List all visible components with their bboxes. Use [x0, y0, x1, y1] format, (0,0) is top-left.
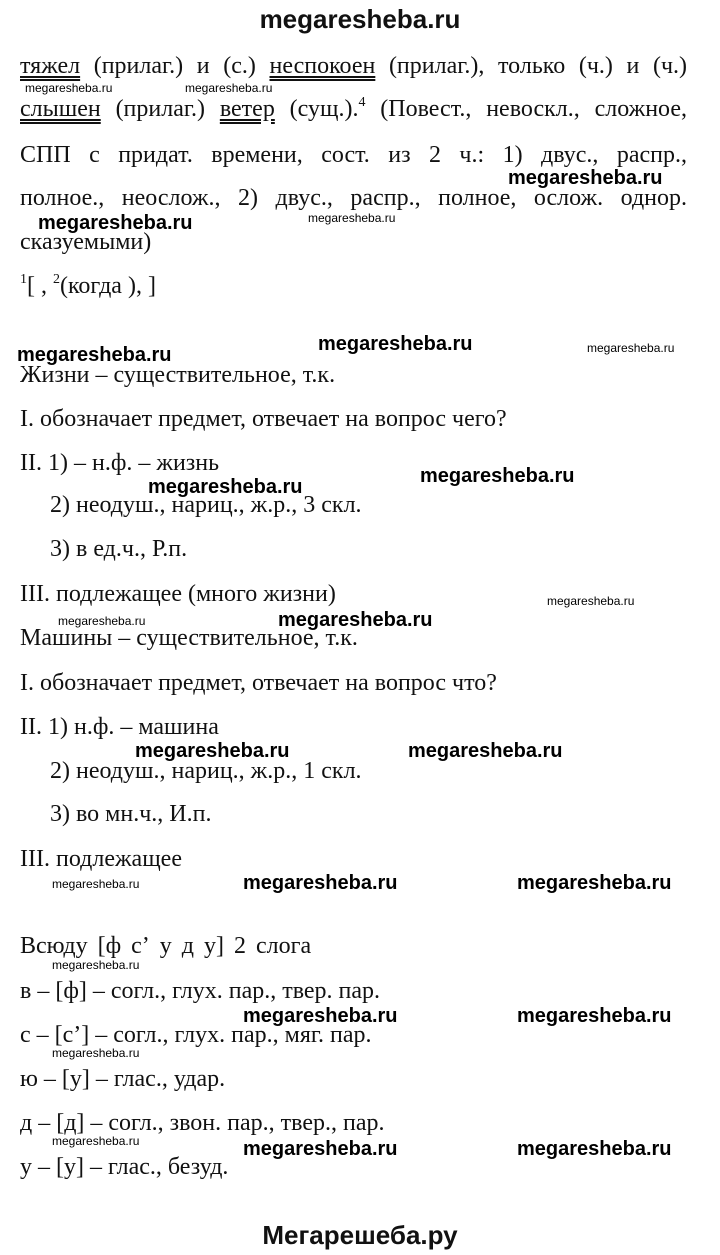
watermark: megaresheba.ru	[58, 614, 146, 628]
part-number: 1	[20, 272, 27, 287]
watermark: megaresheba.ru	[308, 211, 396, 225]
watermark: megaresheba.ru	[517, 872, 672, 894]
morph-title-mashiny: Машины – существительное, т.к.	[20, 625, 358, 651]
text: (прилаг.) и (с.)	[80, 53, 270, 79]
morph-mashiny-ii2: 2) неодуш., нариц., ж.р., 1 скл.	[50, 758, 362, 784]
watermark: megaresheba.ru	[52, 958, 140, 972]
phonetic-row: у – [у] – глас., безуд.	[20, 1154, 229, 1180]
watermark: megaresheba.ru	[38, 212, 193, 234]
phonetic-row: ю – [у] – глас., удар.	[20, 1066, 226, 1092]
scheme-part: (когда ), ]	[60, 273, 156, 299]
sentence-line-3: СПП с придат. времени, сост. из 2 ч.: 1) двус., распр.,	[20, 142, 687, 168]
watermark: megaresheba.ru	[318, 333, 473, 355]
watermark: megaresheba.ru	[25, 81, 113, 95]
phonetic-row: с – [сʼ] – согл., глух. пар., мяг. пар.	[20, 1022, 372, 1048]
underlined-word: ветер	[219, 96, 275, 122]
watermark: megaresheba.ru	[52, 877, 140, 891]
watermark: megaresheba.ru	[52, 1046, 140, 1060]
watermark: megaresheba.ru	[408, 740, 563, 762]
underlined-word: слышен	[20, 96, 101, 122]
watermark: megaresheba.ru	[517, 1138, 672, 1160]
morph-zhizni-iii: III. подлежащее (много жизни)	[20, 581, 336, 607]
text: (Повест., невоскл., сложное,	[365, 96, 687, 122]
phonetic-word: Всюду [ф сʼ у д у] 2 слога	[20, 933, 312, 959]
underlined-word: тяжел	[20, 53, 81, 79]
site-header: megaresheba.ru	[259, 4, 461, 34]
watermark: megaresheba.ru	[420, 465, 575, 487]
site-footer: Мегарешеба.ру	[262, 1220, 458, 1250]
footnote-mark: 4	[358, 95, 366, 110]
morph-title-zhizni: Жизни – существительное, т.к.	[20, 362, 336, 388]
morph-zhizni-ii2: 2) неодуш., нариц., ж.р., 3 скл.	[50, 492, 362, 518]
watermark: megaresheba.ru	[52, 1134, 140, 1148]
watermark: megaresheba.ru	[243, 1005, 398, 1027]
text: (сущ.).	[274, 96, 359, 122]
watermark: megaresheba.ru	[148, 476, 303, 498]
watermark: megaresheba.ru	[135, 740, 290, 762]
watermark: megaresheba.ru	[517, 1005, 672, 1027]
watermark: megaresheba.ru	[278, 609, 433, 631]
sentence-line-5: сказуемыми)	[20, 229, 152, 255]
part-number: 2	[53, 272, 60, 287]
text: (прилаг.), только (ч.) и (ч.)	[375, 53, 688, 79]
underlined-word: неспокоен	[269, 53, 376, 79]
watermark: megaresheba.ru	[508, 167, 663, 189]
sentence-line-2	[20, 95, 687, 123]
morph-zhizni-i: I. обозначает предмет, отвечает на вопрос чего?	[20, 406, 507, 432]
morph-mashiny-i: I. обозначает предмет, отвечает на вопрос что?	[20, 670, 497, 696]
morph-mashiny-iii: III. подлежащее	[20, 846, 182, 872]
morph-zhizni-ii1: II. 1) – н.ф. – жизнь	[20, 450, 220, 476]
phonetic-row: д – [д] – согл., звон. пар., твер., пар.	[20, 1110, 385, 1136]
watermark: megaresheba.ru	[243, 872, 398, 894]
watermark: megaresheba.ru	[547, 594, 635, 608]
morph-mashiny-ii3: 3) во мн.ч., И.п.	[50, 801, 212, 827]
scheme-part: [ ,	[27, 273, 53, 299]
watermark: megaresheba.ru	[243, 1138, 398, 1160]
watermark: megaresheba.ru	[17, 344, 172, 366]
sentence-scheme	[20, 272, 156, 300]
watermark: megaresheba.ru	[587, 341, 675, 355]
watermark: megaresheba.ru	[185, 81, 273, 95]
morph-zhizni-ii3: 3) в ед.ч., Р.п.	[50, 536, 188, 562]
sentence-line-1	[20, 52, 687, 80]
phonetic-row: в – [ф] – согл., глух. пар., твер. пар.	[20, 978, 381, 1004]
sentence-line-4: полное., неослож., 2) двус., распр., полное, ослож. однор.	[20, 185, 687, 211]
text: (прилаг.)	[100, 96, 220, 122]
morph-mashiny-ii1: II. 1) н.ф. – машина	[20, 714, 219, 740]
